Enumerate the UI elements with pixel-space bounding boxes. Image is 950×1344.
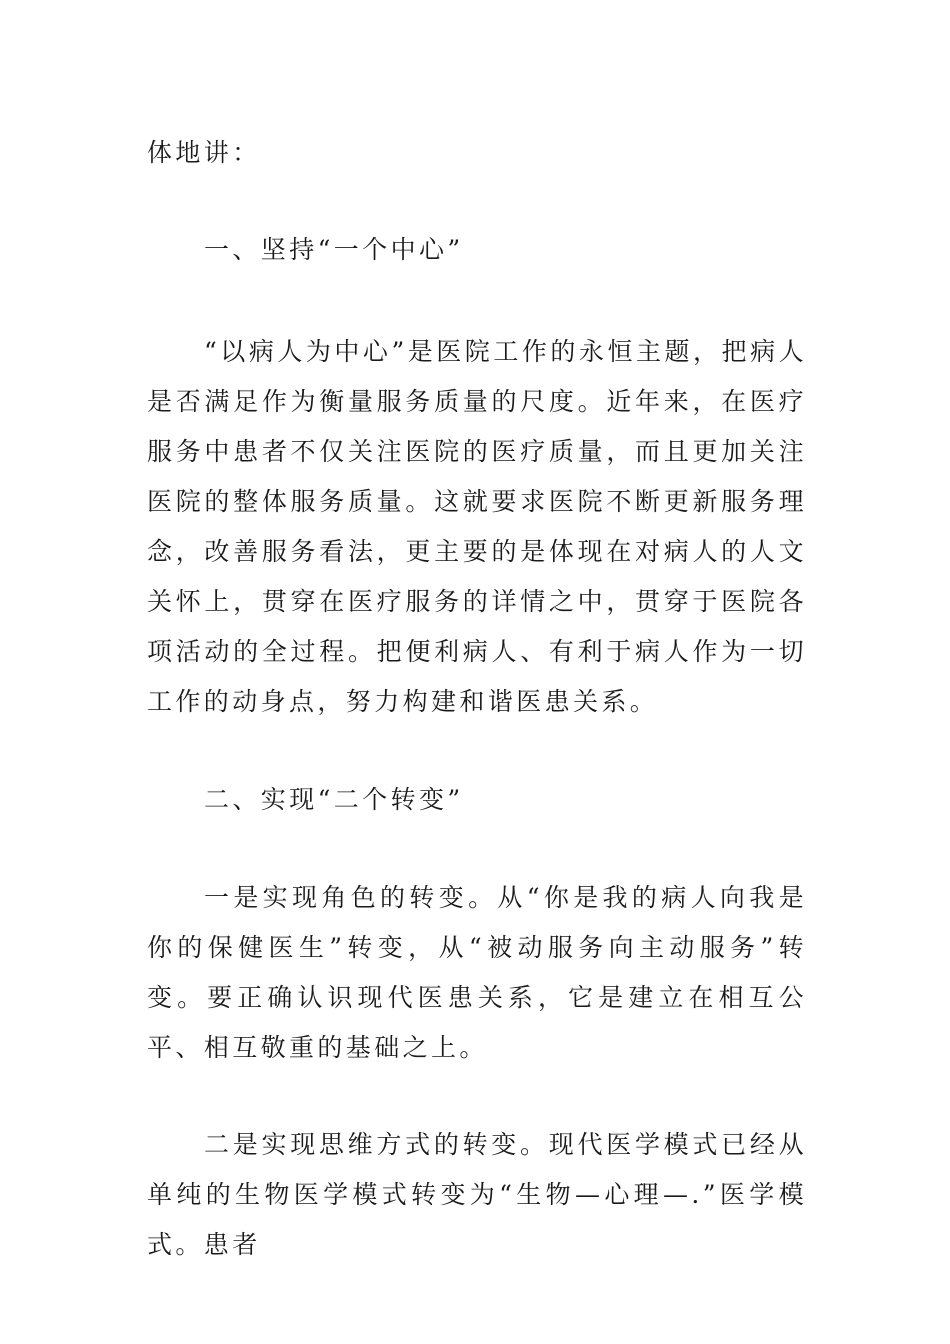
section-heading-one: 一、坚持“一个中心” [204, 235, 464, 264]
section-heading-two: 二、实现“二个转变” [204, 785, 464, 814]
paragraph-thinking-change: 二是实现思维方式的转变。现代医学模式已经从单纯的生物医学模式转变为“生物—心理—.”医学模式。患者 [147, 1130, 807, 1259]
paragraph-role-change: 一是实现角色的转变。从“你是我的病人向我是你的保健医生”转变，从“被动服务向主动服务”转变。要正确认识现代医患关系，它是建立在相互公平、相互敬重的基础之上。 [147, 883, 807, 1062]
paragraph-continuation: 体地讲： [147, 138, 261, 167]
paragraph-patient-centered: “以病人为中心”是医院工作的永恒主题，把病人是否满足作为衡量服务质量的尺度。近年来，在医疗服务中患者不仅关注医院的医疗质量，而且更加关注医院的整体服务质量。这就要求医院不断更新服务理念，改善服务看法，更主要的是体现在对病人的人文关怀上，贯穿在医疗服务的详情之中，贯穿于医院各项活动的全过程。把便利病人、有利于病人作为一切工作的动身点，努力构建和谐医患关系。 [147, 337, 807, 716]
